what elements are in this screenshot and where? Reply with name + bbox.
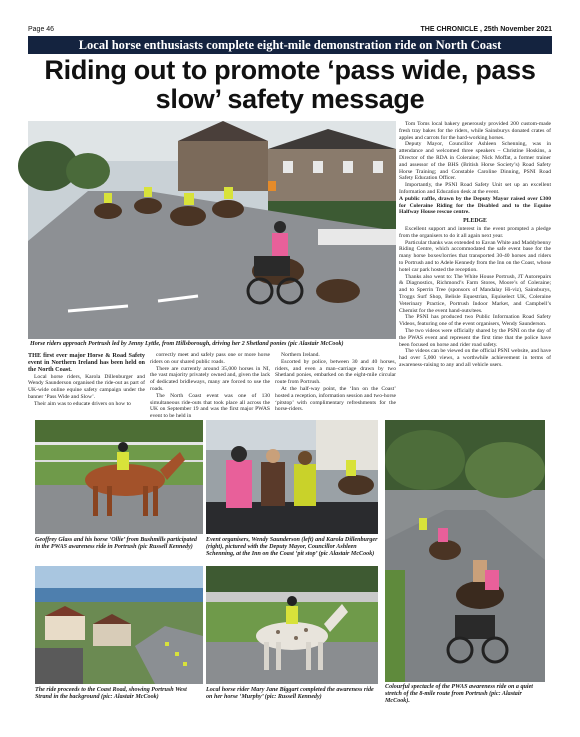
photo-geoffrey bbox=[35, 420, 203, 534]
right-paragraph: Thanks also went to: The White House Portrush, JT Autorepairs & Diagnostics, Richmond’s Farm Stores, Moore’s of Coleraine; and to Sperrin Tree (sponsors of Mandalay Hi-viz), Sainsburys, Troggs Surf Shop, Belisle Equestrian, Equiselect UK, Coleraine Veterinary Practice, Portrush Indoor Market, and Campbell’s Chemist for the event hand-outs/tees. bbox=[399, 273, 551, 314]
photo-mary-jane bbox=[206, 566, 378, 684]
article-column-3 bbox=[275, 352, 396, 416]
right-paragraph: The videos can be viewed on the official PSNI website, and have had over 5,000 views, a worthwhile achievement in terms of awareness-raising to any and all vehicle users. bbox=[399, 348, 551, 368]
photo-coast-road-image bbox=[35, 566, 203, 684]
photo-event-organisers bbox=[206, 420, 378, 534]
article-column-2 bbox=[150, 352, 270, 420]
right-paragraph: Importantly, the PSNI Road Safety Unit set up an excellent Information and Education desk at the event. bbox=[399, 182, 551, 195]
main-photo bbox=[28, 121, 396, 339]
photo-colourful bbox=[385, 420, 545, 682]
page-number: Page 46 bbox=[28, 26, 55, 33]
right-paragraph: Deputy Mayor, Councillor Ashleen Schenning, was in attendance and welcomed three speakers – Christine Hoskins, a Director of the RDA in Coleraine; Nick Moffat, a former trainer and assessor of the BHS (British Horse Society’s) Road Safety Horse Training; and Constable Caroline Dinning, PSNI Road Safety Education Officer. bbox=[399, 141, 551, 182]
photo-coast-road bbox=[35, 566, 203, 684]
photo-mary-jane-image bbox=[206, 566, 378, 684]
main-photo-image bbox=[28, 121, 396, 339]
article-right-column bbox=[399, 121, 551, 411]
caption-main: Horse riders approach Portrush led by Jenny Lyttle, from Hillsborough, driving her 2 Shetland ponies (pic Alastair McCook) bbox=[30, 341, 344, 347]
right-paragraph: Tom Toms local bakery generously provided 200 custom-made fresh tray bakes for the riders, while Sainsburys donated crates of apples and carrots for the hard-working horses. bbox=[399, 121, 551, 141]
caption-event: Event organisers, Wendy Saunderson (left) and Karola Dillenburger (right), pictured with the Deputy Mayor, Councillor Ashleen Schenning, at the Inn on the Coast ‘pit stop’ (pic Alastair McCook) bbox=[206, 537, 378, 557]
caption-colourful: Colourful spectacle of the PWAS awareness ride on a quiet stretch of the 8-mile route from Portrush (pic: Alastair McCook). bbox=[385, 684, 534, 704]
article-column-1 bbox=[28, 352, 145, 416]
article-paragraph: Northern Ireland. bbox=[281, 352, 320, 358]
caption-coast-road: The ride proceeds to the Coast Road, showing Portrush West Strand in the background (pic: Alastair McCook) bbox=[35, 687, 187, 700]
right-paragraph-raffle: A public raffle, drawn by the Deputy Mayor raised over £300 for Coleraine Riding for the Disabled and to the Equine Halfway House rescue centre. bbox=[399, 195, 551, 216]
article-paragraph: Their aim was to educate drivers on how to bbox=[34, 400, 131, 407]
article-paragraph: The North Coast event was one of 130 simultaneous ride-outs that took place all across the UK on September 19 and was the first major PWAS event to be held in bbox=[150, 392, 270, 420]
right-paragraph: Particular thanks was extended to Eavan White and Maddybenny Riding Centre, which accommodated the safe event base for the many horse boxes/lorries that transported 30-40 horses and riders to Portrush and to Adele Kennedy from the Inn on the Coast, whose hotel car park hosted the reception. bbox=[399, 239, 551, 273]
right-paragraph: Excellent support and interest in the event prompted a pledge from the organisers to do it all again next year. bbox=[399, 225, 551, 239]
article-paragraph: Local horse riders, Karola Dillenburger and Wendy Saunderson organised the ride-out as part of UK-wide online equine safety campaign under the banner ‘Pass Wide and Slow’. bbox=[28, 373, 145, 400]
article-lead: THE first ever major Horse & Road Safety event in Northern Ireland has been held on the North Coast. bbox=[28, 352, 145, 374]
photo-geoffrey-image bbox=[35, 420, 203, 534]
right-paragraph: The two videos were officially shared by the PSNI on the day of the PWAS event and represent the first time that the police have been focused on horse and rider road safety. bbox=[399, 327, 551, 348]
article-paragraph: Escorted by police, between 30 and 40 horses, riders, and even a man–carriage drawn by two Shetland ponies, embarked on the eight-mile circular route from Portrush. bbox=[275, 358, 396, 386]
caption-mary-jane: Local horse rider Mary Jane Biggart completed the awareness ride on her horse ‘Murphy’ (pic: Russell Kennedy) bbox=[206, 687, 374, 700]
right-paragraph: The PSNI has produced two Public Information Road Safety Videos, featuring one of the event organisers, Wendy Saunderson. bbox=[399, 314, 551, 328]
subhead-pledge: PLEDGE bbox=[463, 218, 487, 225]
kicker-banner: Local horse enthusiasts complete eight-mile demonstration ride on North Coast bbox=[28, 36, 552, 54]
page-header bbox=[28, 24, 552, 36]
article-paragraph: correctly meet and safely pass one or more horse riders on our shared public roads. bbox=[150, 352, 270, 365]
caption-geoffrey: Geoffrey Glass and his horse ‘Ollie’ from Bushmills participated in the PWAS awareness ride in Portrush (pic Russell Kennedy) bbox=[35, 537, 197, 550]
photo-event-image bbox=[206, 420, 378, 534]
headline: Riding out to promote ‘pass wide, pass slow’ safety message bbox=[44, 55, 536, 114]
photo-colourful-image bbox=[385, 420, 545, 682]
article-paragraph: There are currently around 35,000 horses in NI, the vast majority privately owned and, given the lack of dedicated bridleways, many are forced to use the roads. bbox=[150, 365, 270, 392]
paper-date: THE CHRONICLE , 25th November 2021 bbox=[420, 26, 552, 33]
article-paragraph: At the half-way point, the ‘Inn on the Coast’ hosted a reception, information session and two-horse ‘pitstop’ with complimentary refreshments for the horse-riders. bbox=[275, 385, 396, 413]
